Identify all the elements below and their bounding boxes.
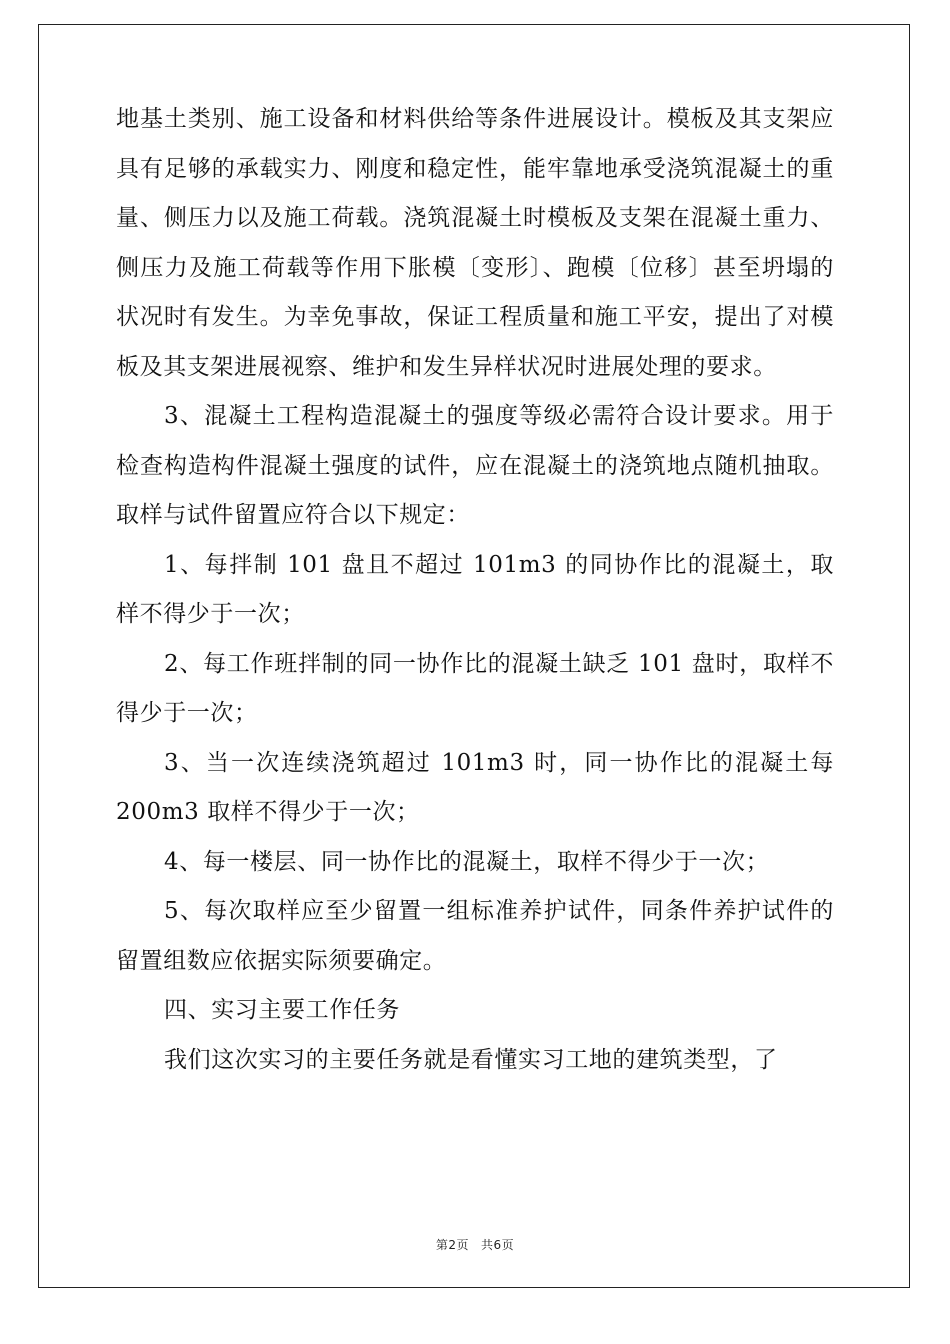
section-heading: 四、实习主要工作任务	[164, 997, 400, 1023]
list-item-rule-2: 2、每工作班拌制的同一协作比的混凝土缺乏 101 盘时，取样不得少于一次；	[116, 650, 834, 726]
page-number-current: 第2页	[435, 1238, 469, 1252]
page-footer	[0, 1236, 950, 1253]
list-item-rule-3: 3、当一次连续浇筑超过 101m3 时，同一协作比的混凝土每 200m3 取样不得少于一次；	[116, 749, 834, 825]
paragraph-continuation: 地基土类别、施工设备和材料供给等条件进展设计。模板及其支架应具有足够的承载实力、刚度和稳定性，能牢靠地承受浇筑混凝土的重量、侧压力以及施工荷载。浇筑混凝土时模板及支架在混凝土重力、侧压力及施工荷载等作用下胀模〔变形〕、跑模〔位移〕甚至坍塌的状况时有发生。为幸免事故，保证工程质量和施工平安，提出了对模板及其支架进展视察、维护和发生异样状况时进展处理的要求。	[116, 106, 834, 380]
list-item-rule-1: 1、每拌制 101 盘且不超过 101m3 的同协作比的混凝土，取样不得少于一次；	[116, 551, 834, 627]
paragraph-internship-task: 我们这次实习的主要任务就是看懂实习工地的建筑类型，了	[164, 1046, 778, 1073]
list-item-rule-5: 5、每次取样应至少留置一组标准养护试件，同条件养护试件的留置组数应依据实际须要确定。	[116, 898, 834, 974]
paragraph-concrete-strength: 3、混凝土工程构造混凝土的强度等级必需符合设计要求。用于检查构造构件混凝土强度的试件，应在混凝土的浇筑地点随机抽取。取样与试件留置应符合以下规定：	[116, 403, 834, 528]
document-body	[116, 95, 834, 1085]
list-item-rule-4: 4、每一楼层、同一协作比的混凝土，取样不得少于一次；	[164, 848, 770, 875]
page-number-total: 共6页	[481, 1238, 515, 1252]
